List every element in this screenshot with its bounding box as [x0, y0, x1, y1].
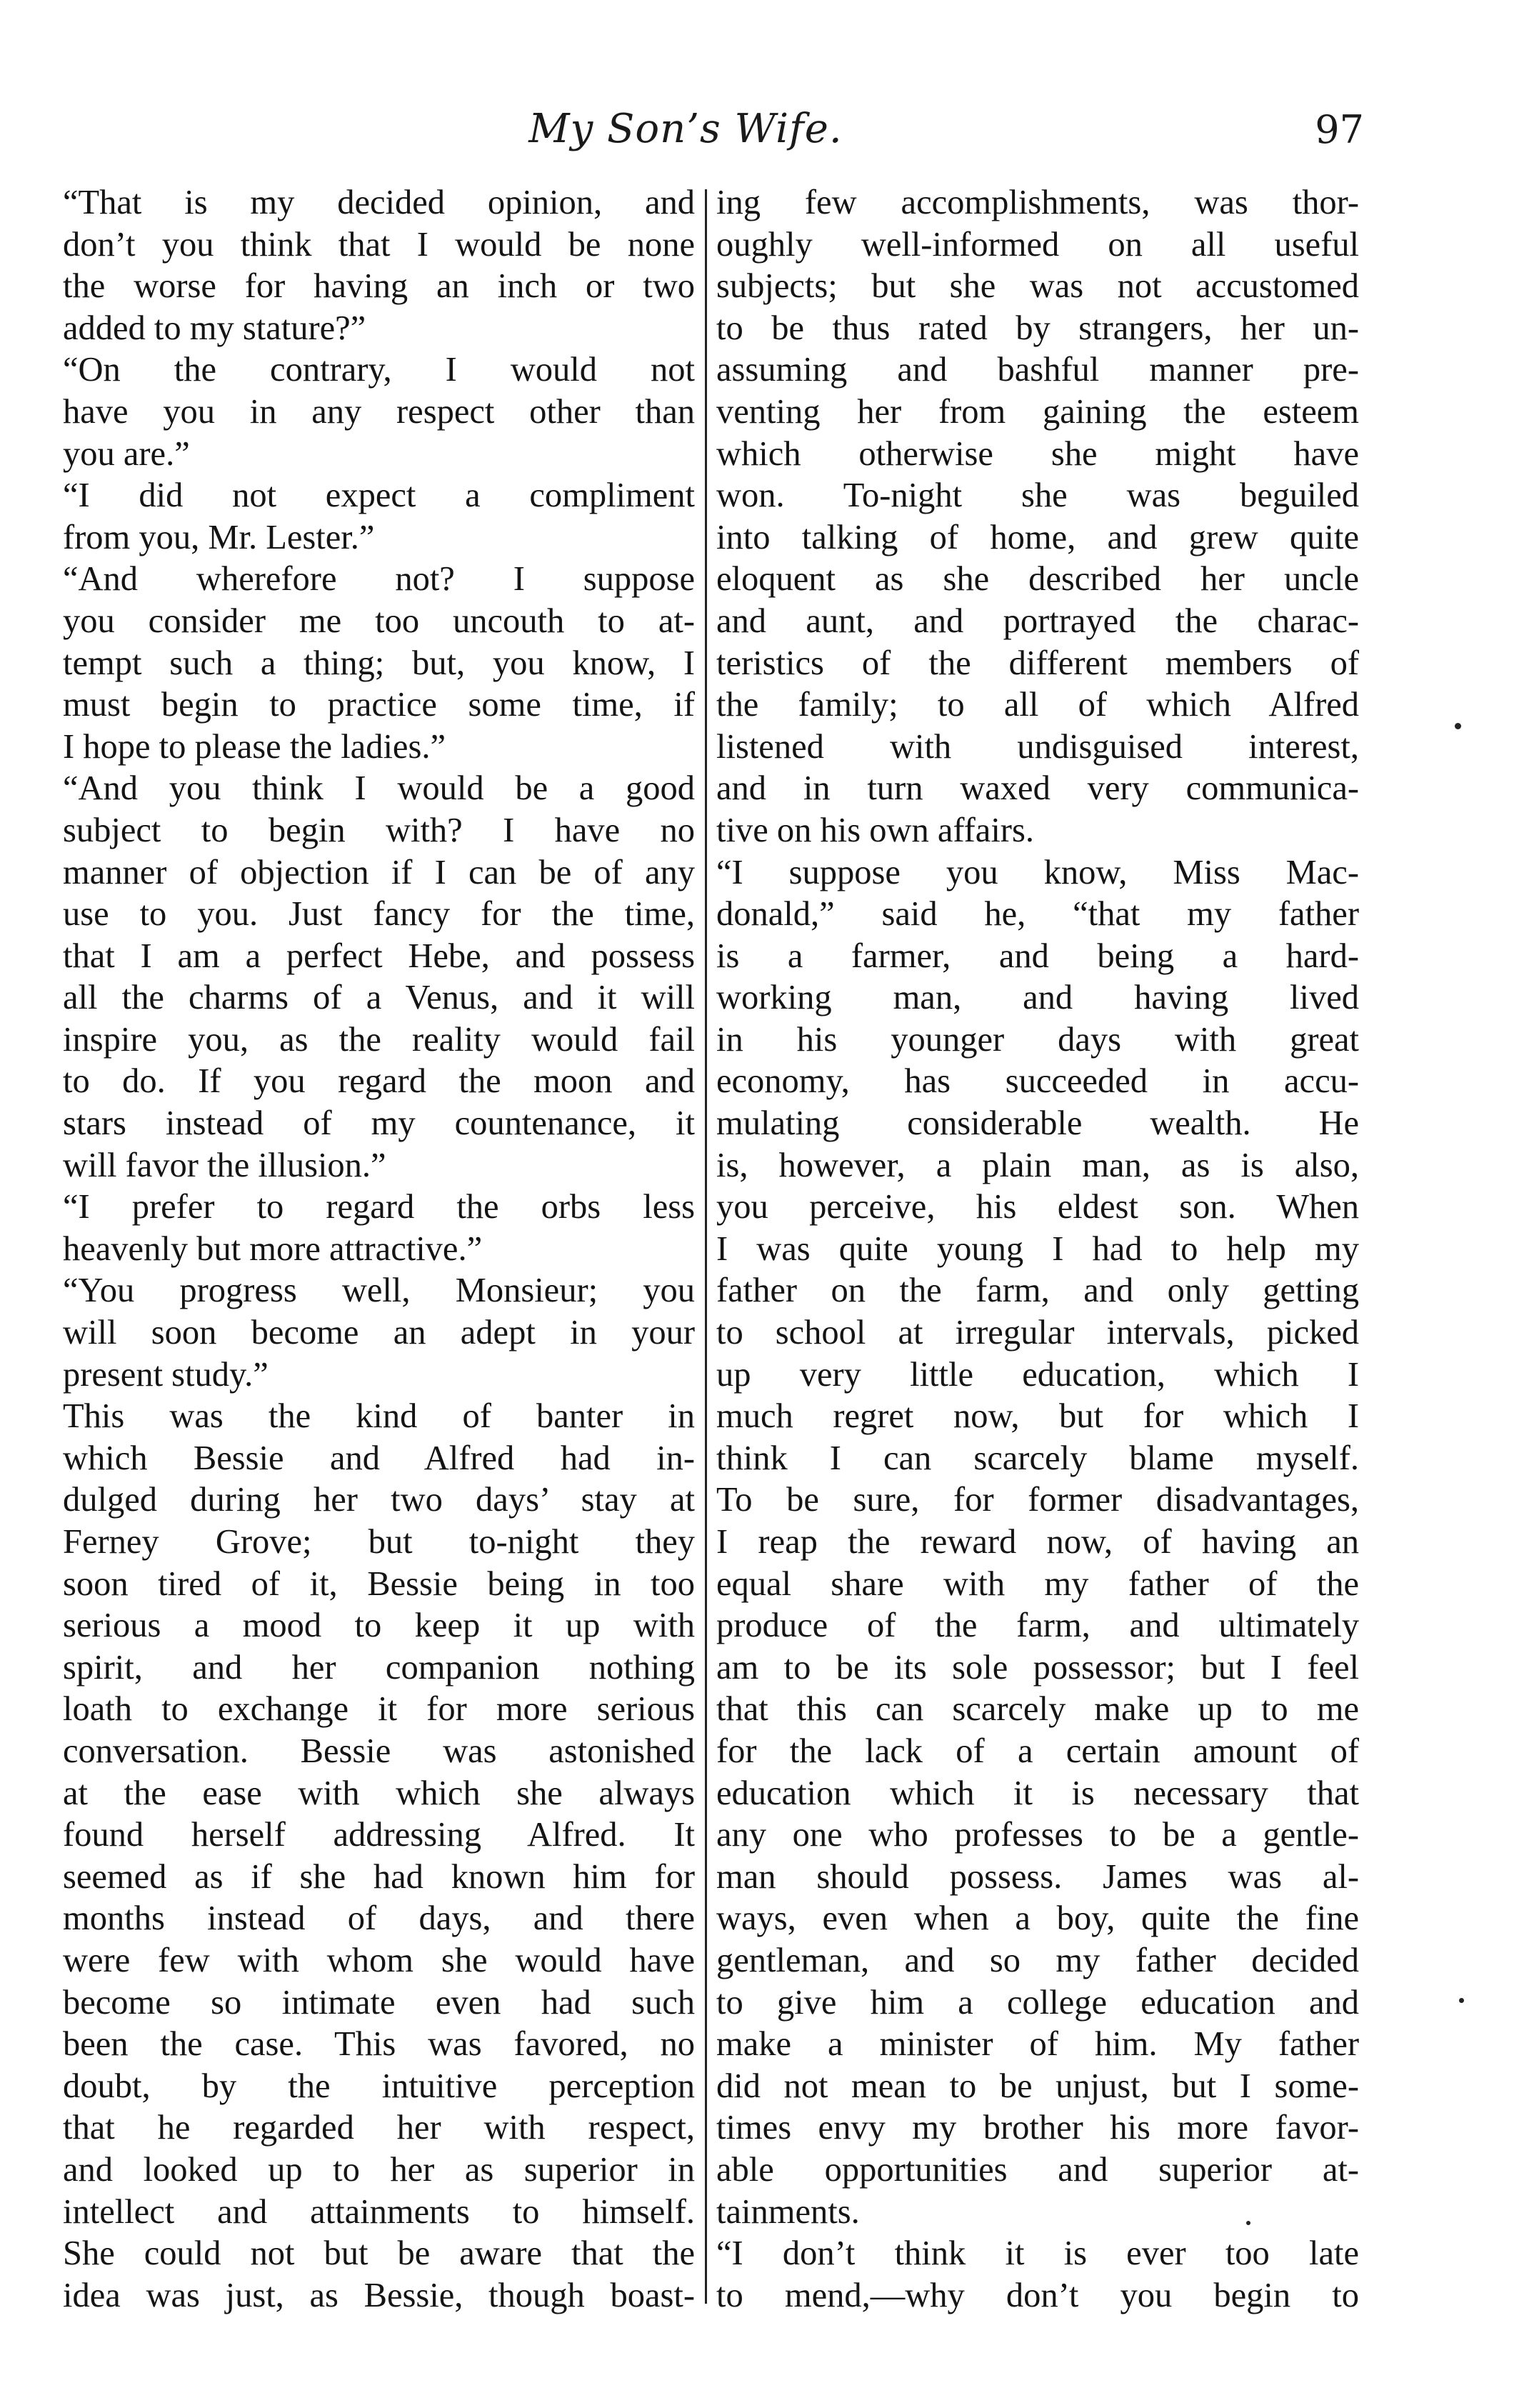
text-line: I was quite young I had to help my [716, 1229, 1359, 1268]
text-line: Ferney Grove; but to-night they [63, 1523, 695, 1561]
text-line: soon tired of it, Bessie being in too [63, 1564, 695, 1603]
text-line: that he regarded her with respect, [63, 2109, 695, 2147]
text-line: tempt such a thing; but, you know, I [63, 644, 695, 682]
text-line: economy, has succeeded in accu- [716, 1062, 1359, 1101]
text-line: to give him a college education and [716, 1983, 1359, 2022]
text-line: and aunt, and portrayed the charac- [716, 601, 1359, 640]
text-line: ways, even when a boy, quite the fine [716, 1899, 1359, 1938]
text-line: doubt, by the intuitive perception [63, 2067, 695, 2105]
text-line: I hope to please the ladies.” [63, 727, 446, 766]
text-line: seemed as if she had known him for [63, 1857, 695, 1896]
text-line: have you in any respect other than [63, 392, 695, 431]
left-text-column [63, 182, 695, 2317]
text-line: and looked up to her as superior in [63, 2150, 695, 2189]
text-line: working man, and having lived [716, 979, 1359, 1017]
text-line: inspire you, as the reality would fail [63, 1020, 695, 1059]
text-line: that I am a perfect Hebe, and possess [63, 936, 695, 975]
text-line: use to you. Just fancy for the time, [63, 895, 695, 934]
text-line: the worse for having an inch or two [63, 267, 695, 306]
text-line: times envy my brother his more favor- [716, 2109, 1359, 2147]
text-line: man should possess. James was al- [716, 1857, 1359, 1896]
text-line: you perceive, his eldest son. When [716, 1188, 1359, 1227]
text-line: “That is my decided opinion, and [63, 184, 695, 221]
text-line: much regret now, but for which I [716, 1397, 1359, 1436]
text-line: intellect and attainments to himself. [63, 2192, 695, 2231]
text-line: able opportunities and superior at- [716, 2150, 1359, 2189]
text-line: for the lack of a certain amount of [716, 1732, 1359, 1770]
text-line: To be sure, for former disadvantages, [716, 1481, 1359, 1519]
text-line: to be thus rated by strangers, her un- [716, 309, 1359, 347]
text-line: gentleman, and so my father decided [716, 1941, 1359, 1979]
text-line: all the charms of a Venus, and it will [63, 979, 695, 1017]
text-line: is, however, a plain man, as is also, [716, 1146, 1359, 1184]
text-line: to school at irregular intervals, picked [716, 1314, 1359, 1352]
text-line: to mend,—why don’t you begin to [716, 2276, 1359, 2314]
text-line: am to be its sole possessor; but I feel [716, 1648, 1359, 1687]
text-line: venting her from gaining the esteem [716, 392, 1359, 431]
text-line: been the case. This was favored, no [63, 2025, 695, 2064]
ink-speck [1246, 2221, 1250, 2225]
page-number: 97 [1315, 107, 1364, 152]
text-line: found herself addressing Alfred. It [63, 1816, 695, 1854]
text-line: education which it is necessary that [716, 1774, 1359, 1812]
text-line: oughly well-informed on all useful [716, 225, 1359, 264]
text-line: from you, Mr. Lester.” [63, 518, 375, 556]
text-line: serious a mood to keep it up with [63, 1607, 695, 1645]
text-line: and in turn waxed very communica- [716, 769, 1359, 808]
running-title: My Son’s Wife. [528, 106, 843, 152]
text-line: tainments. [716, 2192, 860, 2231]
text-line: mulating considerable wealth. He [716, 1104, 1359, 1143]
right-text-column [716, 182, 1359, 2317]
text-line: produce of the farm, and ultimately [716, 1607, 1359, 1645]
text-line: This was the kind of banter in [63, 1397, 695, 1436]
text-line: any one who professes to be a gentle- [716, 1816, 1359, 1854]
text-line: teristics of the different members of [716, 644, 1359, 682]
text-line: added to my stature?” [63, 309, 366, 347]
text-line: dulged during her two days’ stay at [63, 1481, 695, 1519]
text-line: into talking of home, and grew quite [716, 518, 1359, 556]
text-line: donald,” said he, “that my father [716, 895, 1359, 934]
ink-speck [1455, 723, 1461, 729]
text-line: assuming and bashful manner pre- [716, 351, 1359, 389]
ink-speck [1459, 1998, 1464, 2003]
text-line: idea was just, as Bessie, though boast- [63, 2276, 695, 2314]
text-line: you consider me too uncouth to at- [63, 601, 695, 640]
text-line: “And you think I would be a good [63, 769, 695, 808]
text-line: loath to exchange it for more serious [63, 1690, 695, 1729]
column-divider [705, 189, 707, 2304]
text-line: to do. If you regard the moon and [63, 1062, 695, 1101]
text-line: stars instead of my countenance, it [63, 1104, 695, 1143]
text-line: up very little education, which I [716, 1355, 1359, 1394]
text-line: heavenly but more attractive.” [63, 1229, 483, 1268]
text-line: won. To-night she was beguiled [716, 476, 1359, 515]
text-line: subject to begin with? I have no [63, 811, 695, 849]
text-line: is a farmer, and being a hard- [716, 936, 1359, 975]
text-line: in his younger days with great [716, 1020, 1359, 1059]
text-line: listened with undisguised interest, [716, 727, 1359, 766]
text-line: “I don’t think it is ever too late [716, 2234, 1359, 2273]
text-line: She could not but be aware that the [63, 2234, 695, 2273]
text-line: equal share with my father of the [716, 1564, 1359, 1603]
text-line: were few with whom she would have [63, 1941, 695, 1979]
text-line: which otherwise she might have [716, 434, 1359, 473]
text-line: manner of objection if I can be of any [63, 853, 695, 891]
text-line: subjects; but she was not accustomed [716, 267, 1359, 306]
text-line: did not mean to be unjust, but I some- [716, 2067, 1359, 2105]
text-line: think I can scarcely blame myself. [716, 1439, 1359, 1477]
text-line: conversation. Bessie was astonished [63, 1732, 695, 1770]
text-line: spirit, and her companion nothing [63, 1648, 695, 1687]
text-line: become so intimate even had such [63, 1983, 695, 2022]
text-line: present study.” [63, 1355, 269, 1394]
text-line: that this can scarcely make up to me [716, 1690, 1359, 1729]
text-line: don’t you think that I would be none [63, 225, 695, 264]
text-line: which Bessie and Alfred had in- [63, 1439, 695, 1477]
text-line: will soon become an adept in your [63, 1314, 695, 1352]
text-line: “I prefer to regard the orbs less [63, 1188, 695, 1227]
text-line: ing few accomplishments, was thor- [716, 184, 1359, 221]
text-line: “On the contrary, I would not [63, 351, 695, 389]
text-line: you are.” [63, 434, 190, 473]
text-line: eloquent as she described her uncle [716, 560, 1359, 599]
text-line: I reap the reward now, of having an [716, 1523, 1359, 1561]
text-line: make a minister of him. My father [716, 2025, 1359, 2064]
text-line: tive on his own affairs. [716, 811, 1034, 849]
text-line: the family; to all of which Alfred [716, 686, 1359, 724]
text-line: “And wherefore not? I suppose [63, 560, 695, 599]
text-line: “I suppose you know, Miss Mac- [716, 853, 1359, 891]
text-line: months instead of days, and there [63, 1899, 695, 1938]
text-line: must begin to practice some time, if [63, 686, 695, 724]
text-line: “I did not expect a compliment [63, 476, 695, 515]
text-line: father on the farm, and only getting [716, 1272, 1359, 1310]
text-line: at the ease with which she always [63, 1774, 695, 1812]
text-line: “You progress well, Monsieur; you [63, 1272, 695, 1310]
text-line: will favor the illusion.” [63, 1146, 386, 1184]
